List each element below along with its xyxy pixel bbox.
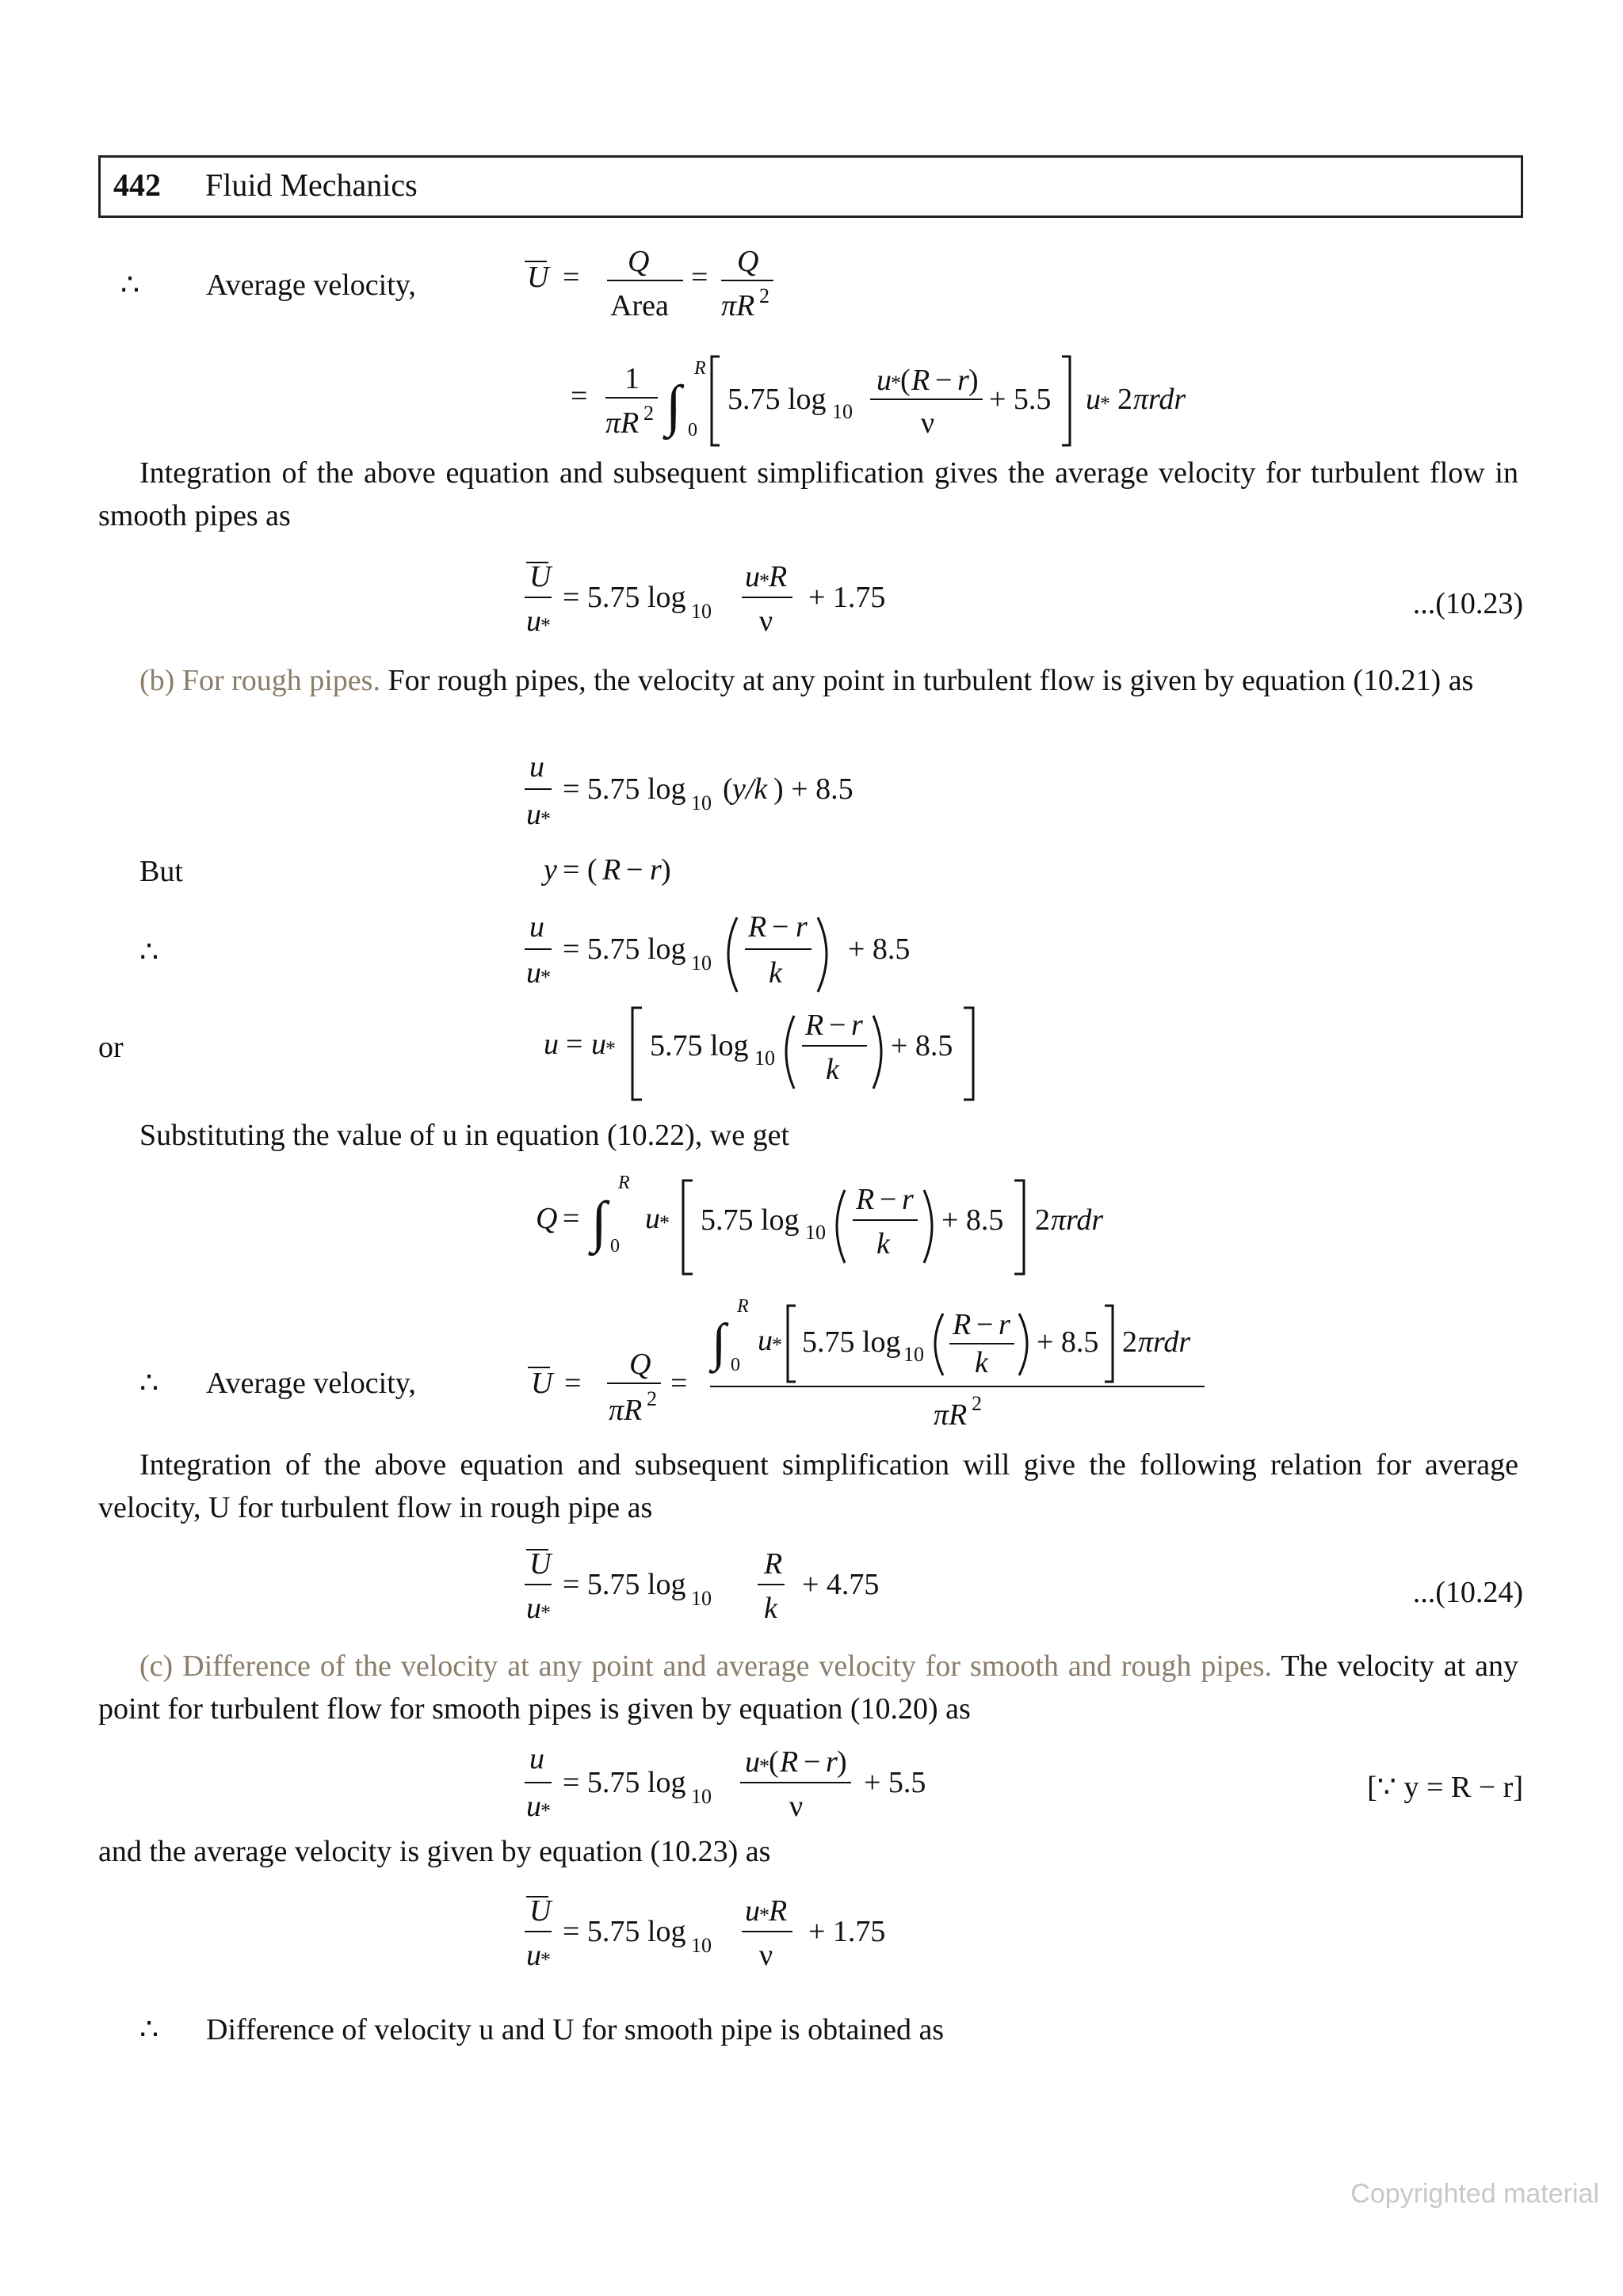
svg-text:10: 10	[754, 1047, 775, 1070]
equation-10-24	[507, 1542, 1062, 1637]
but-label: But	[139, 855, 183, 888]
svg-text:2: 2	[1122, 1325, 1137, 1359]
svg-text:U: U	[529, 1894, 552, 1928]
svg-text:10: 10	[805, 1221, 826, 1244]
svg-text:u: u	[591, 1028, 606, 1061]
svg-text:−: −	[976, 1308, 994, 1341]
svg-text:+ 8.5: + 8.5	[941, 1203, 1004, 1237]
equation-number-10-24: ...(10.24)	[1412, 1576, 1523, 1609]
svg-text:= 5.75 log: = 5.75 log	[563, 772, 686, 806]
svg-text:(: (	[723, 772, 733, 806]
svg-text:*: *	[540, 966, 551, 989]
svg-text:10: 10	[691, 791, 712, 814]
page-header	[98, 155, 1523, 218]
paragraph-integration-smooth: Integration of the above equation and subsequent simplification gives the average velocity for turbulent flow in smooth pipes as	[98, 456, 1518, 532]
paragraph-rough-pipes-body: For rough pipes, the velocity at any point in turbulent flow is given by equation (10.21) as	[380, 664, 1474, 697]
svg-text:): )	[661, 853, 671, 887]
svg-text:= (: = (	[563, 853, 598, 887]
svg-text:ν: ν	[759, 605, 773, 638]
svg-text:u: u	[529, 1742, 544, 1775]
paragraph-substituting: Substituting the value of u in equation (10.22), we get	[139, 1119, 790, 1152]
svg-text:Area: Area	[610, 289, 669, 322]
svg-text:10: 10	[832, 400, 853, 423]
section-heading-b: (b) For rough pipes.	[139, 664, 380, 697]
svg-text:*: *	[772, 1333, 782, 1356]
svg-text:ν: ν	[789, 1790, 804, 1823]
svg-text:2: 2	[1117, 383, 1132, 416]
page-number: 442	[113, 167, 161, 203]
svg-text:R: R	[737, 1296, 749, 1317]
svg-text:*: *	[540, 1601, 551, 1624]
svg-text:R: R	[618, 1173, 630, 1193]
svg-text:R: R	[769, 1894, 788, 1928]
svg-text:=: =	[670, 1367, 688, 1400]
svg-text:u: u	[526, 1939, 541, 1972]
svg-text:−: −	[829, 1009, 846, 1042]
svg-text:0: 0	[688, 420, 697, 441]
avg-velocity-label: Average velocity,	[206, 269, 416, 302]
svg-text:+ 8.5: + 8.5	[891, 1029, 953, 1062]
svg-text:=: =	[563, 261, 580, 294]
equation-average-velocity-rough	[507, 1283, 1300, 1450]
paragraph-integration-rough: Integration of the above equation and subsequent simplification will give the following relation for average velocity, U for turbulent flow in rough pipe as	[98, 1448, 1518, 1524]
svg-text:*: *	[540, 1799, 551, 1822]
copyright-watermark: Copyrighted material	[1350, 2179, 1599, 2209]
svg-text:r: r	[650, 853, 662, 887]
svg-text:(: (	[769, 1745, 779, 1779]
svg-text:*: *	[659, 1211, 670, 1234]
running-title: Fluid Mechanics	[205, 167, 418, 203]
svg-text:+ 8.5: + 8.5	[848, 933, 911, 966]
svg-text:= 5.75 log: = 5.75 log	[563, 581, 686, 614]
paragraph-average-given: and the average velocity is given by equation (10.23) as	[98, 1835, 771, 1868]
avg-velocity-label-2: Average velocity,	[206, 1367, 416, 1400]
therefore-symbol: ∴	[120, 269, 140, 302]
svg-text:k: k	[876, 1227, 890, 1261]
svg-text:5.75 log: 5.75 log	[727, 383, 827, 416]
svg-text:ν: ν	[759, 1939, 773, 1972]
svg-text:= 5.75 log: = 5.75 log	[563, 933, 686, 966]
svg-text:πrdr: πrdr	[1051, 1203, 1104, 1237]
svg-text:Q: Q	[628, 245, 650, 278]
svg-text:2: 2	[972, 1392, 982, 1415]
svg-text:=: =	[566, 1028, 583, 1061]
svg-text:u: u	[758, 1324, 773, 1357]
side-note-y: [∵ y = R − r]	[1367, 1771, 1523, 1804]
svg-text:Q: Q	[536, 1202, 558, 1235]
equation-number-10-23: ...(10.23)	[1412, 587, 1523, 620]
svg-text:5.75 log: 5.75 log	[701, 1203, 800, 1237]
svg-text:u: u	[745, 1745, 760, 1779]
svg-text:−: −	[880, 1183, 897, 1216]
svg-text:u: u	[526, 1592, 541, 1625]
svg-text:k: k	[764, 1592, 777, 1625]
svg-text:R: R	[780, 1745, 799, 1779]
equation-rough-r-minus-r	[507, 903, 1062, 1014]
svg-text:10: 10	[691, 952, 712, 974]
svg-text:*: *	[759, 1755, 769, 1778]
svg-text:u: u	[544, 1028, 559, 1061]
svg-text:10: 10	[903, 1343, 924, 1366]
svg-text:u: u	[876, 364, 892, 397]
svg-text:*: *	[540, 614, 551, 637]
svg-text:Q: Q	[629, 1348, 651, 1381]
equation-y-equals-r-minus-r	[539, 840, 777, 903]
svg-text:r: r	[957, 364, 969, 397]
svg-text:−: −	[804, 1745, 821, 1779]
svg-text:+ 4.75: + 4.75	[802, 1568, 880, 1601]
svg-text:πR: πR	[609, 1394, 643, 1427]
svg-text:(: (	[900, 364, 911, 397]
therefore-symbol-3: ∴	[139, 1367, 159, 1400]
equation-smooth-velocity-point	[507, 1740, 1062, 1835]
svg-text:10: 10	[691, 1785, 712, 1808]
svg-text:ν: ν	[921, 406, 935, 440]
equation-u-equals	[539, 998, 1094, 1109]
svg-text:R: R	[856, 1183, 875, 1216]
svg-text:5.75 log: 5.75 log	[802, 1325, 901, 1359]
svg-text:y: y	[544, 853, 557, 887]
svg-text:u: u	[529, 910, 544, 944]
svg-text:0: 0	[731, 1355, 740, 1375]
paragraph-rough-pipes	[98, 659, 1518, 702]
therefore-symbol-2: ∴	[139, 936, 159, 969]
svg-text:−: −	[772, 910, 789, 944]
svg-text:∫: ∫	[712, 1314, 727, 1371]
svg-text:=: =	[571, 379, 588, 413]
svg-text:r: r	[999, 1308, 1010, 1341]
svg-text:U: U	[527, 261, 549, 294]
svg-text:u: u	[526, 798, 541, 831]
svg-text:): )	[837, 1745, 847, 1779]
therefore-symbol-4: ∴	[139, 2013, 159, 2046]
equation-discharge-rough	[531, 1165, 1244, 1283]
svg-text:2: 2	[647, 1387, 657, 1410]
svg-text:*: *	[605, 1037, 616, 1060]
svg-text:10: 10	[691, 600, 712, 623]
svg-text:πR: πR	[721, 289, 755, 322]
svg-text:*: *	[540, 1948, 551, 1971]
svg-text:1: 1	[624, 362, 640, 395]
svg-text:) + 8.5: ) + 8.5	[773, 772, 854, 806]
svg-text:u: u	[526, 1790, 541, 1823]
svg-text:R: R	[764, 1547, 783, 1581]
paragraph-difference	[98, 1645, 1518, 1730]
svg-text:=: =	[691, 261, 708, 294]
svg-text:*: *	[891, 372, 901, 395]
svg-text:r: r	[796, 910, 808, 944]
svg-text:0: 0	[610, 1236, 620, 1257]
svg-text:U: U	[531, 1367, 553, 1400]
svg-text:u: u	[526, 605, 541, 638]
svg-text:= 5.75 log: = 5.75 log	[563, 1915, 686, 1948]
svg-text:= 5.75 log: = 5.75 log	[563, 1568, 686, 1601]
svg-text:2: 2	[1035, 1203, 1050, 1237]
section-heading-c: (c) Difference of the velocity at any point and average velocity for smooth and rough pipes.	[139, 1650, 1273, 1683]
svg-text:R: R	[769, 560, 788, 593]
paragraph-difference-body: The velocity at any point for turbulent flow for smooth pipes is given by equation (10.20) as	[98, 1650, 1518, 1726]
paragraph-difference-obtained: Difference of velocity u and U for smooth pipe is obtained as	[206, 2013, 945, 2046]
svg-text:∫: ∫	[591, 1190, 607, 1253]
svg-text:r: r	[826, 1745, 838, 1779]
equation-10-23	[507, 555, 1062, 650]
svg-text:k: k	[975, 1346, 988, 1379]
or-label: or	[98, 1031, 124, 1064]
svg-text:R: R	[694, 358, 706, 379]
equation-10-23-repeat	[507, 1889, 1062, 1984]
svg-text:=: =	[563, 1202, 580, 1235]
svg-text:+ 1.75: + 1.75	[808, 1915, 886, 1948]
svg-text:): )	[968, 364, 979, 397]
svg-text:u: u	[1086, 383, 1101, 416]
svg-text:10: 10	[691, 1587, 712, 1610]
svg-text:+ 1.75: + 1.75	[808, 581, 886, 614]
svg-text:r: r	[902, 1183, 914, 1216]
svg-text:= 5.75 log: = 5.75 log	[563, 1766, 686, 1799]
svg-text:u: u	[745, 1894, 760, 1928]
svg-text:u: u	[526, 956, 541, 990]
svg-text:R: R	[911, 364, 930, 397]
svg-text:*: *	[540, 807, 551, 830]
svg-text:2: 2	[643, 402, 654, 425]
svg-text:u: u	[745, 560, 760, 593]
svg-text:k: k	[769, 956, 782, 990]
svg-text:∫: ∫	[666, 374, 682, 437]
svg-text:*: *	[759, 570, 769, 593]
svg-text:Q: Q	[737, 245, 759, 278]
svg-text:=: =	[564, 1367, 582, 1400]
svg-text:πrdr: πrdr	[1138, 1325, 1191, 1359]
svg-text:+ 8.5: + 8.5	[1037, 1325, 1099, 1359]
svg-text:y/k: y/k	[732, 772, 768, 806]
equation-rough-velocity	[507, 750, 983, 848]
svg-text:R: R	[748, 910, 767, 944]
svg-text:u: u	[529, 750, 544, 784]
svg-text:5.75 log: 5.75 log	[650, 1029, 749, 1062]
equation-average-velocity-smooth	[507, 238, 1300, 460]
svg-text:U: U	[529, 1547, 552, 1581]
svg-text:U: U	[529, 560, 552, 593]
svg-text:+ 5.5: + 5.5	[989, 383, 1052, 416]
svg-text:R: R	[953, 1308, 972, 1341]
svg-text:R: R	[602, 853, 621, 887]
svg-text:u: u	[645, 1202, 660, 1235]
svg-text:+ 5.5: + 5.5	[864, 1766, 926, 1799]
header-rule	[98, 155, 1523, 158]
svg-text:k: k	[826, 1053, 839, 1086]
svg-text:πR: πR	[605, 406, 640, 440]
svg-text:−: −	[935, 364, 953, 397]
svg-text:−: −	[626, 853, 643, 887]
svg-text:10: 10	[691, 1934, 712, 1957]
svg-text:R: R	[805, 1009, 824, 1042]
svg-text:πR: πR	[934, 1398, 968, 1432]
svg-text:*: *	[759, 1904, 769, 1927]
svg-text:πrdr: πrdr	[1133, 383, 1186, 416]
svg-text:2: 2	[759, 284, 769, 307]
svg-text:*: *	[1100, 392, 1110, 415]
svg-text:r: r	[851, 1009, 863, 1042]
